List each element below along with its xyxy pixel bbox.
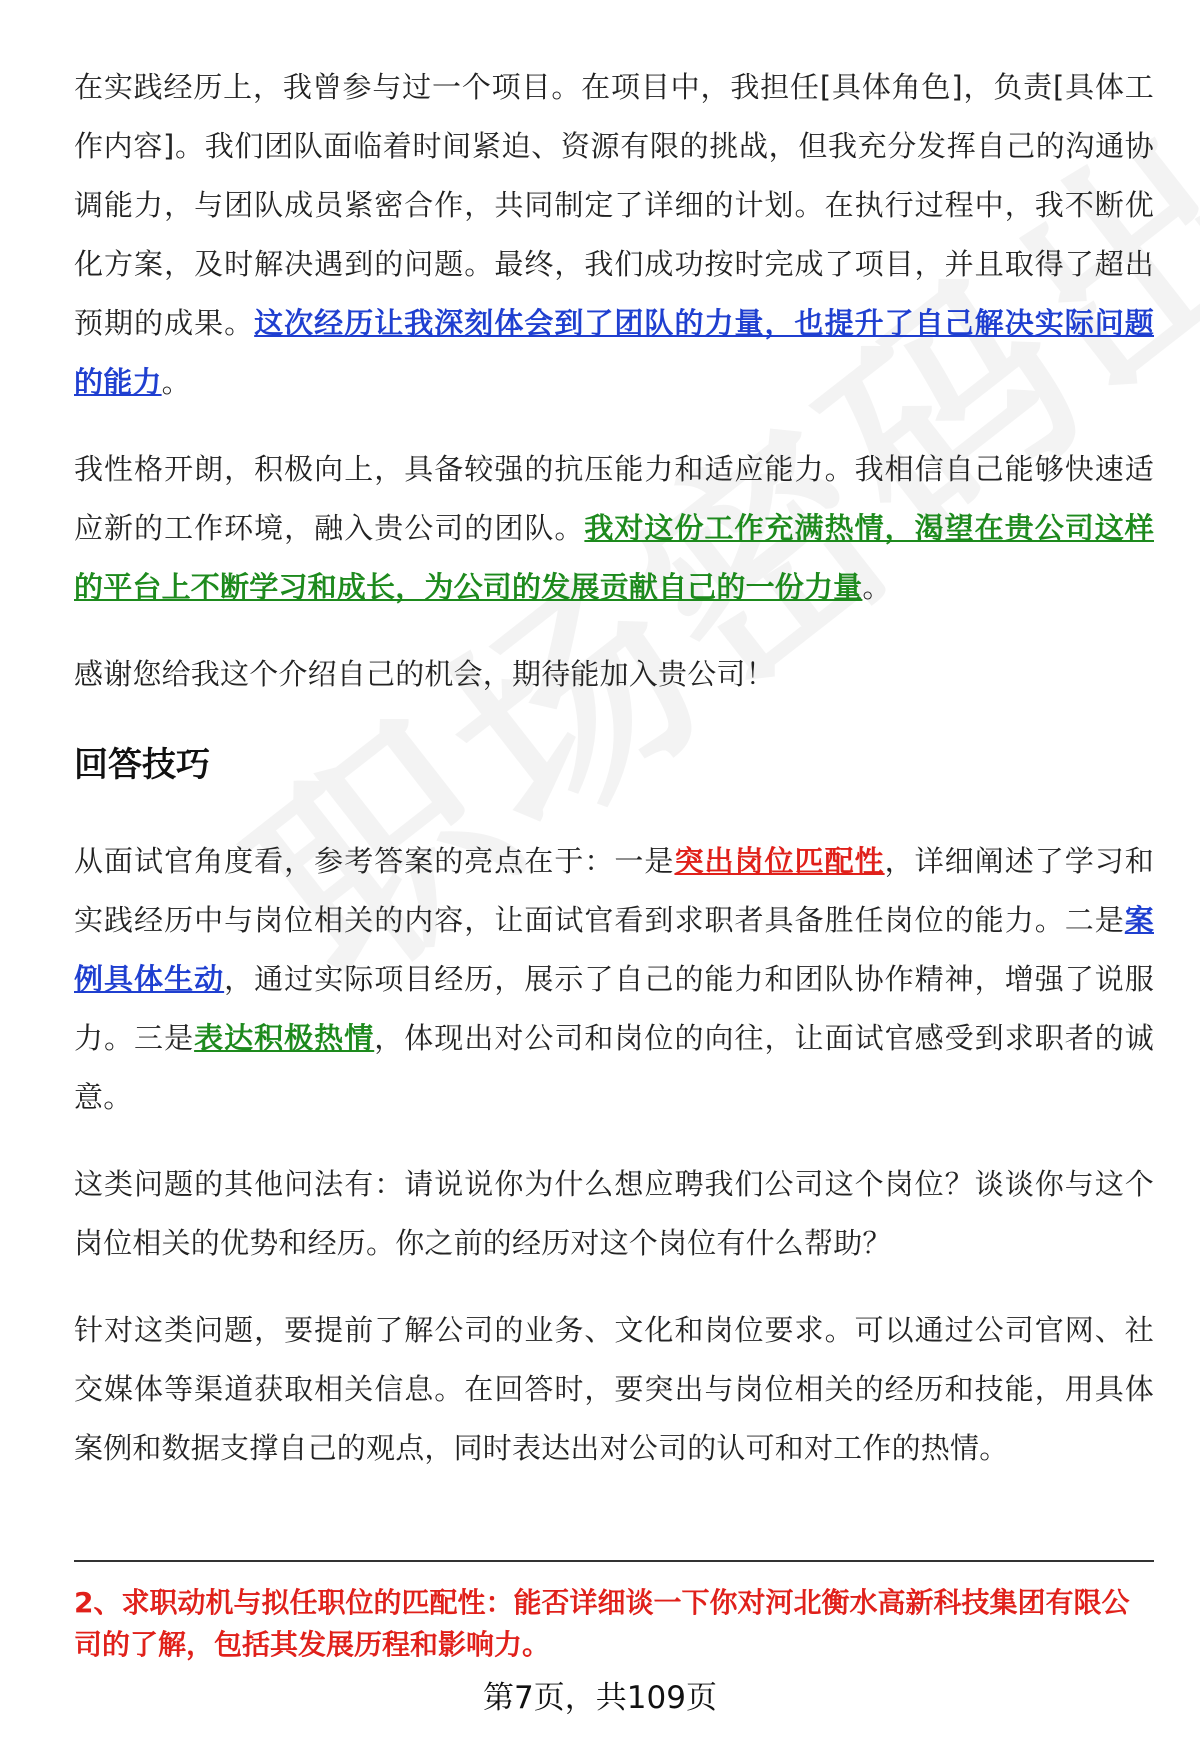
divider <box>74 1560 1154 1562</box>
highlight-blue: 案例具体生动 <box>74 903 1154 996</box>
paragraph-text: ，通过实际项目经历，展示了自己的能力和团队协作精神，增强了说服力。三是 <box>74 962 1154 1055</box>
highlight-green: 表达积极热情 <box>194 1021 375 1055</box>
paragraph-text: 在实践经历上，我曾参与过一个项目。在项目中，我担任[具体角色]，负责[具体工作内容]。我们团队面临着时间紧迫、资源有限的挑战，但我充分发挥自己的沟通协调能力，与团队成员紧密合作，共同制定了详细的计划。在执行过程中，我不断优化方案，及时解决遇到的问题。最终，我们成功按时完成了项目，并且取得了超出预期的成果。 <box>74 70 1154 340</box>
next-question: 2、求职动机与拟任职位的匹配性：能否详细谈一下你对河北衡水高新科技集团有限公司的了解，包括其发展历程和影响力。 <box>74 1586 1130 1661</box>
paragraph-text: ，详细阐述了学习和实践经历中与岗位相关的内容，让面试官看到求职者具备胜任岗位的能力。二是 <box>74 844 1154 937</box>
paragraph-text: ，体现出对公司和岗位的向往，让面试官感受到求职者的诚意。 <box>74 1021 1154 1114</box>
paragraph-end: 。 <box>161 365 191 399</box>
paragraph-end: 。 <box>862 570 892 604</box>
highlight-blue: 这次经历让我深刻体会到了团队的力量，也提升了自己解决实际问题的能力 <box>74 306 1154 399</box>
page-footer: 第7页，共109页 <box>483 1680 717 1716</box>
highlight-green: 我对这份工作充满热情，渴望在贵公司这样的平台上不断学习和成长，为公司的发展贡献自己的一份力量 <box>74 511 1154 604</box>
paragraph-advice: 针对这类问题，要提前了解公司的业务、文化和岗位要求。可以通过公司官网、社交媒体等渠道获取相关信息。在回答时，要突出与岗位相关的经历和技能，用具体案例和数据支撑自己的观点，同时表达出对公司的认可和对工作的热情。 <box>74 1313 1154 1465</box>
paragraph-practice-experience <box>74 58 1154 412</box>
paragraph-other-questions: 这类问题的其他问法有：请说说你为什么想应聘我们公司这个岗位？谈谈你与这个岗位相关的优势和经历。你之前的经历对这个岗位有什么帮助？ <box>74 1167 1154 1260</box>
paragraph-interviewer-view <box>74 832 1154 1127</box>
paragraph-text: 我性格开朗，积极向上，具备较强的抗压能力和适应能力。我相信自己能够快速适应新的工作环境，融入贵公司的团队。 <box>74 452 1154 545</box>
paragraph-thanks: 感谢您给我这个介绍自己的机会，期待能加入贵公司！ <box>74 657 775 691</box>
paragraph-personality <box>74 440 1154 617</box>
section-title: 回答技巧 <box>74 745 210 785</box>
highlight-red: 突出岗位匹配性 <box>674 844 885 878</box>
main-content <box>74 58 1154 1506</box>
paragraph-text: 从面试官角度看，参考答案的亮点在于：一是 <box>74 844 675 878</box>
